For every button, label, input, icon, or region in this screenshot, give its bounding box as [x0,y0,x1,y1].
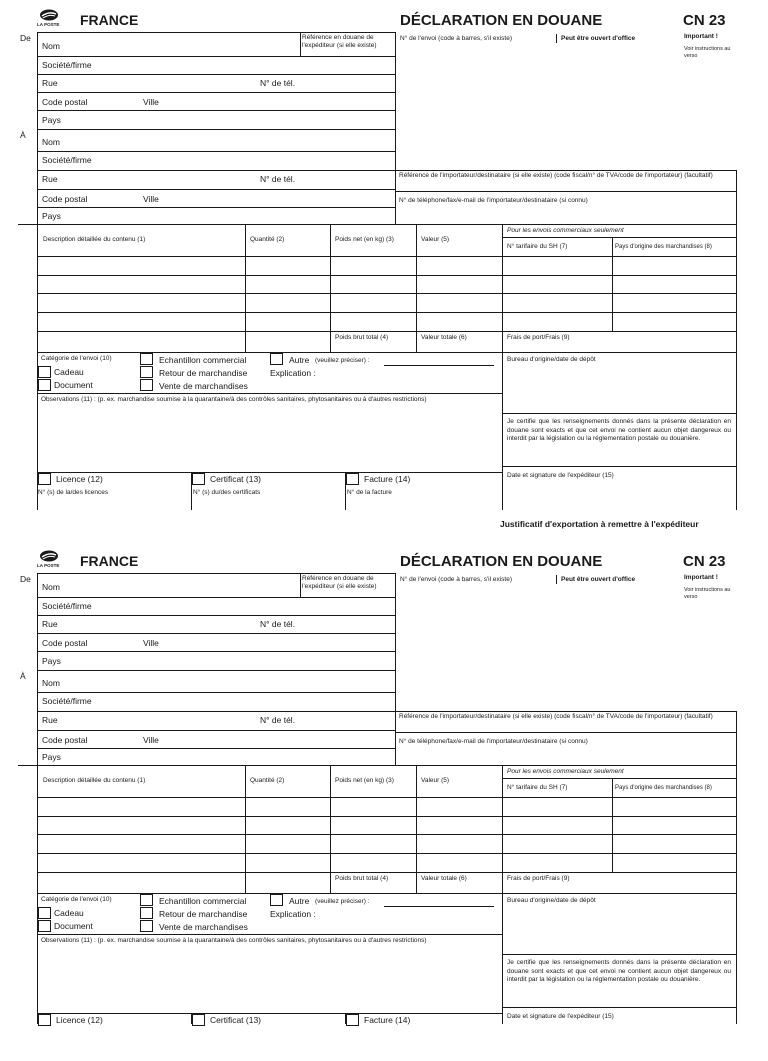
col-quantite: Quantité (2) [250,236,285,243]
recipient-nom: Nom [42,678,60,688]
observations: Observations (11) : (p. ex. marchandise soumise à la quarantaine/à des contrôles sanitaires, phytosanitaires ou à d'autres restrictions) [41,396,427,403]
commercial-only: Pour les envois commerciaux seulement [507,227,624,234]
recipient-ville: Ville [143,735,159,745]
retour-label: Retour de marchandise [159,909,248,919]
important-note: Important ! [684,574,718,581]
envoi-number: N° de l'envoi (code à barres, s'il existe) [400,35,513,42]
sender-societe: Société/firme [42,601,92,611]
licence-label: Licence (12) [56,1015,103,1025]
checkbox-vente[interactable] [140,920,153,932]
form-title: DÉCLARATION EN DOUANE [400,12,603,29]
country-title: FRANCE [80,12,139,28]
sender-ville: Ville [143,638,159,648]
importer-contact: N° de téléphone/fax/e-mail de l'importateur/destinataire (si connu) [399,738,588,745]
country-title: FRANCE [80,553,139,569]
instructions-note: Voir instructions au verso [684,587,731,600]
checkbox-document[interactable] [38,920,51,932]
col-valeur: Valeur (5) [421,236,450,243]
valeur-totale: Valeur totale (6) [421,875,467,882]
date-signature: Date et signature de l'expéditeur (15) [507,1013,614,1020]
recipient-rue: Rue [42,715,58,725]
col-tarifaire: N° tarifaire du SH (7) [507,243,568,250]
col-poids-net: Poids net (en kg) (3) [335,236,394,243]
checkbox-retour[interactable] [140,366,153,378]
recipient-label: À [20,671,26,681]
checkbox-facture[interactable] [346,1014,359,1026]
cadeau-label: Cadeau [54,367,84,377]
form-title: DÉCLARATION EN DOUANE [400,553,603,570]
checkbox-certificat[interactable] [192,473,205,485]
echantillon-label: Echantillon commercial [159,355,247,365]
col-tarifaire: N° tarifaire du SH (7) [507,784,568,791]
category-label: Catégorie de l'envoi (10) [41,896,112,903]
sender-customs-ref: Référence en douane de l'expéditeur (si elle existe) [302,575,377,590]
office-open: Peut être ouvert d'office [561,576,636,583]
frais-port: Frais de port/Frais (9) [507,334,570,341]
col-valeur: Valeur (5) [421,777,450,784]
checkbox-echantillon[interactable] [140,353,153,365]
valeur-totale: Valeur totale (6) [421,334,467,341]
recipient-code-postal: Code postal [42,194,88,204]
checkbox-vente[interactable] [140,379,153,391]
sender-nom: Nom [42,582,60,592]
important-note: Important ! [684,33,718,40]
certify-text: Je certifie que les renseignements donnés dans la présente déclaration en douane sont exacts et que cet envoi ne contient aucun objet dangereux ou interdit par la législation ou la réglementation postale ou douanière. [507,418,731,442]
autre-label: Autre [289,355,310,365]
document-label: Document [54,921,93,931]
checkbox-document[interactable] [38,379,51,391]
checkbox-facture[interactable] [346,473,359,485]
importer-ref: Référence de l'importateur/destinataire (si elle existe) (code fiscal/n° de TVA/code de l'importateur) (facultatif) [399,172,713,179]
explication-label: Explication : [270,909,316,919]
recipient-nom: Nom [42,137,60,147]
retour-label: Retour de marchandise [159,368,248,378]
recipient-pays: Pays [42,752,61,762]
autre-label: Autre [289,896,310,906]
logo-text: LA POSTE [37,22,60,27]
instructions-note: Voir instructions au verso [684,46,731,59]
frais-port: Frais de port/Frais (9) [507,875,570,882]
checkbox-certificat[interactable] [192,1014,205,1026]
logo-text: LA POSTE [37,563,60,568]
col-pays-origine: Pays d'origine des marchandises (8) [615,785,712,791]
importer-contact: N° de téléphone/fax/e-mail de l'importateur/destinataire (si connu) [399,197,588,204]
poids-brut: Poids brut total (4) [335,875,389,882]
recipient-rue: Rue [42,174,58,184]
recipient-ville: Ville [143,194,159,204]
certificat-label: Certificat (13) [210,474,262,484]
form-code: CN 23 [683,12,726,29]
envoi-number: N° de l'envoi (code à barres, s'il existe) [400,576,513,583]
document-label: Document [54,380,93,390]
checkbox-autre[interactable] [270,353,283,365]
poids-brut: Poids brut total (4) [335,334,389,341]
form-code: CN 23 [683,553,726,570]
sender-code-postal: Code postal [42,638,88,648]
sender-label: De [20,33,31,43]
vente-label: Vente de marchandises [159,381,248,391]
recipient-societe: Société/firme [42,696,92,706]
recipient-tel: N° de tél. [260,174,296,184]
export-proof: Justificatif d'exportation à remettre à l'expéditeur [500,519,699,529]
checkbox-retour[interactable] [140,907,153,919]
sender-ville: Ville [143,97,159,107]
sender-pays: Pays [42,656,61,666]
col-description: Description détaillée du contenu (1) [43,236,146,243]
recipient-societe: Société/firme [42,155,92,165]
certify-text: Je certifie que les renseignements donnés dans la présente déclaration en douane sont exacts et que cet envoi ne contient aucun objet dangereux ou interdit par la législation ou la réglementation postale ou douanière. [507,959,731,983]
certificat-number: N° (s) du/des certificats [193,489,261,496]
checkbox-cadeau[interactable] [38,366,51,378]
vente-label: Vente de marchandises [159,922,248,932]
recipient-pays: Pays [42,211,61,221]
checkbox-licence[interactable] [38,473,51,485]
checkbox-licence[interactable] [38,1014,51,1026]
sender-societe: Société/firme [42,60,92,70]
facture-label: Facture (14) [364,1015,411,1025]
category-label: Catégorie de l'envoi (10) [41,355,112,362]
date-signature: Date et signature de l'expéditeur (15) [507,472,614,479]
col-pays-origine: Pays d'origine des marchandises (8) [615,244,712,250]
autre-hint: (veuillez préciser) : [315,357,370,364]
certificat-label: Certificat (13) [210,1015,262,1025]
sender-pays: Pays [42,115,61,125]
observations: Observations (11) : (p. ex. marchandise soumise à la quarantaine/à des contrôles sanitaires, phytosanitaires ou à d'autres restrictions) [41,937,427,944]
checkbox-cadeau[interactable] [38,907,51,919]
commercial-only: Pour les envois commerciaux seulement [507,768,624,775]
sender-tel: N° de tél. [260,619,296,629]
col-poids-net: Poids net (en kg) (3) [335,777,394,784]
cadeau-label: Cadeau [54,908,84,918]
checkbox-autre[interactable] [270,894,283,906]
customs-form-copy-1 [0,0,768,529]
bureau-origine: Bureau d'origine/date de dépôt [507,356,596,363]
sender-label: De [20,574,31,584]
sender-tel: N° de tél. [260,78,296,88]
explication-label: Explication : [270,368,316,378]
office-open: Peut être ouvert d'office [561,35,636,42]
sender-code-postal: Code postal [42,97,88,107]
recipient-label: À [20,130,26,140]
facture-number: N° de la facture [347,489,392,496]
bureau-origine: Bureau d'origine/date de dépôt [507,897,596,904]
licence-number: N° (s) de la/des licences [38,489,109,496]
col-quantite: Quantité (2) [250,777,285,784]
sender-nom: Nom [42,41,60,51]
licence-label: Licence (12) [56,474,103,484]
importer-ref: Référence de l'importateur/destinataire (si elle existe) (code fiscal/n° de TVA/code de l'importateur) (facultatif) [399,713,713,720]
customs-form-copy-2 [0,541,768,1061]
checkbox-echantillon[interactable] [140,894,153,906]
echantillon-label: Echantillon commercial [159,896,247,906]
sender-rue: Rue [42,619,58,629]
sender-customs-ref: Référence en douane de l'expéditeur (si elle existe) [302,34,377,49]
recipient-tel: N° de tél. [260,715,296,725]
sender-rue: Rue [42,78,58,88]
facture-label: Facture (14) [364,474,411,484]
recipient-code-postal: Code postal [42,735,88,745]
autre-hint: (veuillez préciser) : [315,898,370,905]
col-description: Description détaillée du contenu (1) [43,777,146,784]
